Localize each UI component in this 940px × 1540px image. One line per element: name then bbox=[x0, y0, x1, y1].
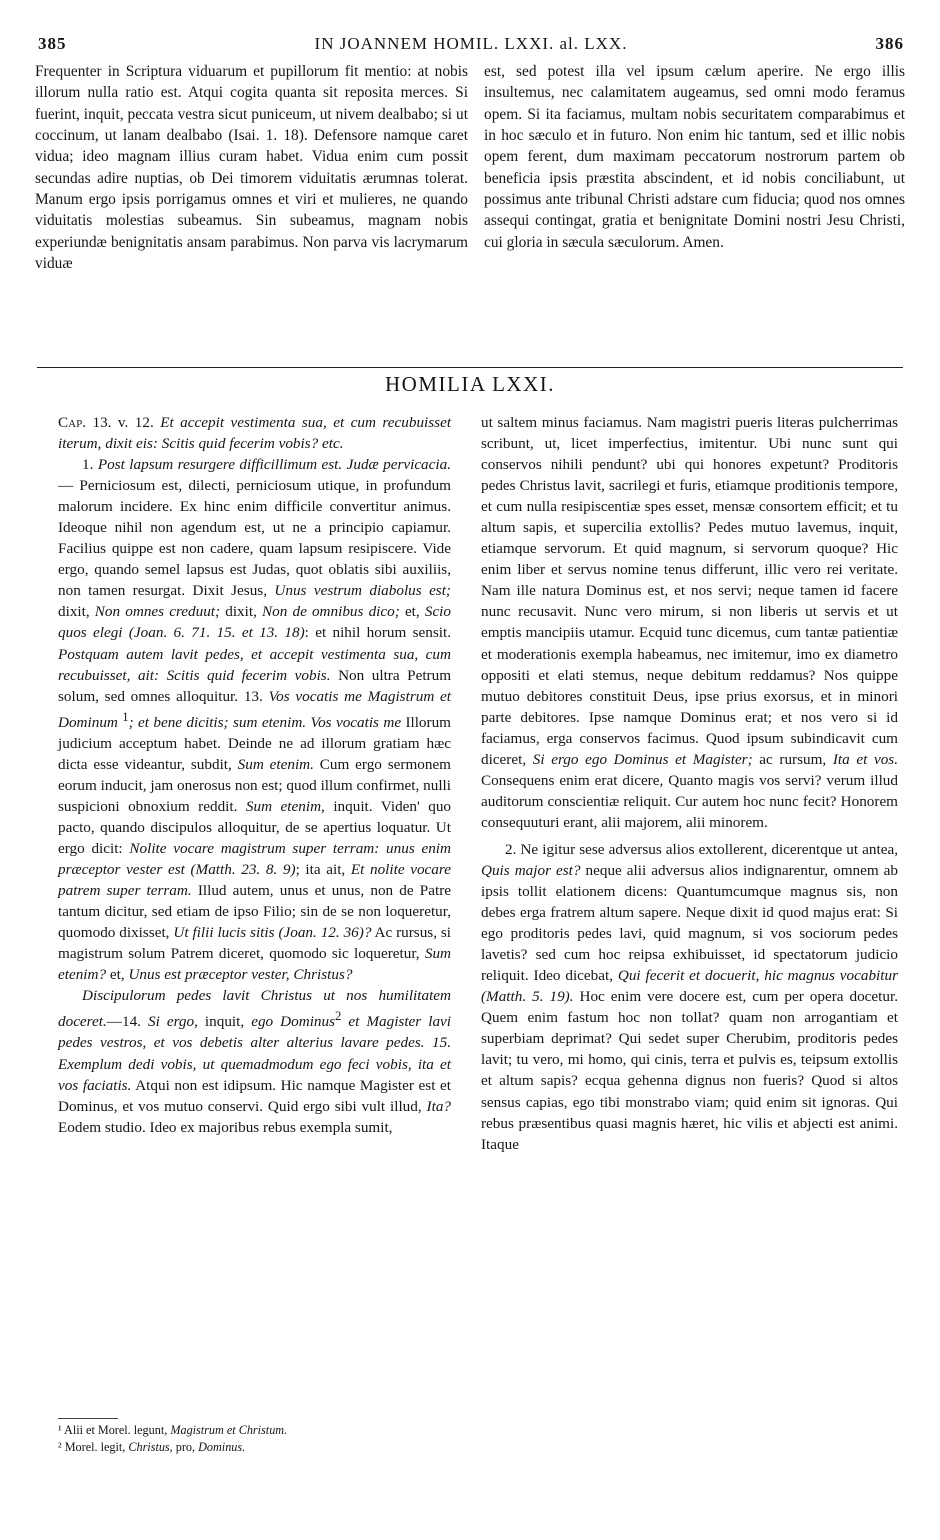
section-divider bbox=[37, 367, 903, 368]
page-header bbox=[38, 34, 904, 58]
scripture-reference: (Joan. 12. 36)? bbox=[278, 924, 372, 942]
section-heading: Post lapsum resurgere difficillimum est. Judæ pervicacia. bbox=[97, 456, 452, 474]
paragraph-2-right bbox=[481, 839, 898, 1155]
quotation: Ita et vos. bbox=[832, 750, 899, 768]
top-left-paragraph: Frequenter in Scriptura viduarum et pupillorum fit mentio: at nobis illorum nulla ratio est. Atqui cogita quanta sit reposita merces. Si fuerint, inquit, peccata vestra sicut puniceum, ut nivem dealbabo; si ut coccinum, ut lanam dealbabo (Isai. 1. 18). Defensore namque caret vidua; ideo magnam illius curam habet. Vidua enim cum possit secundas adire nuptias, ob Dei timorem viduitatis ærumnas tolerat. Manum ergo ipsis porrigamus omnes et viri et mulieres, ne quando viduitatis molestias subeamus. Sin subeamus, magnam nobis experiundæ benignitatis ansam parabimus. Non parva vis lacrymarum viduæ bbox=[35, 63, 468, 273]
text-run: , inquit. Viden' quo pacto, quando discipulos alloquitur, de se apertius loquatur. Ut ergo dicit: bbox=[58, 797, 452, 857]
paragraph-2 bbox=[58, 985, 451, 1137]
homily-title: HOMILIA LXXI. bbox=[385, 372, 555, 396]
top-right-paragraph: est, sed potest illa vel ipsum cælum aperire. Ne ergo illis insultemus, nec calamitatem augeamus, sed omni modo feramus opem. Si ita faciamus, multam nobis securitatem comparabimus et in hoc sæculo et in futuro. Non enim hic tantum, sed et illic nobis opem ferent, dum maximam peccatorum nostrorum partem ob beneficia ipsis præstita abscindent, et id nobis conciliabunt, ut possimus ante tribunal Christi adstare cum fiducia; quod nos omnes assequi contingat, gratia et benignitate Domini nostri Jesu Christi, cui gloria in sæcula sæculorum. Amen. bbox=[484, 63, 905, 251]
scripture-reference: (Joan. 6. 71. 15. et 13. 18) bbox=[128, 624, 305, 642]
text-run: Ne igitur sese adversus alios extollerent, dicerentque ut antea, bbox=[520, 840, 898, 858]
footnote-marker: 1 bbox=[122, 709, 129, 724]
footnotes bbox=[58, 1422, 451, 1456]
text-run: Cum ergo sermonem eorum inducit, jam onerosus non est; quod illum confirmet, nulli suspicioni obnoxium reddit. bbox=[58, 755, 451, 815]
text-run: Alii et Morel. legunt, bbox=[64, 1423, 168, 1437]
quotation: et Magister lavi pedes vestros, et vos debetis alter alterius lavare pedes. 15. Exemplum dedi vobis, ut quemadmodum ego feci vobis, ita et vos faciatis. bbox=[58, 1013, 452, 1094]
chapter-text: Et accepit vestimenta sua, et cum recubuisset iterum, dixit eis: Scitis quid fecerim vobis? etc. bbox=[58, 414, 452, 453]
quotation: Non de omnibus dico; bbox=[262, 603, 400, 621]
page-number-left: 385 bbox=[38, 34, 67, 53]
top-right-column bbox=[484, 61, 905, 253]
footnote-mark: ¹ bbox=[58, 1423, 62, 1437]
section-number: 2. bbox=[505, 840, 517, 858]
text-run: Consequens enim erat dicere, Quanto magis vos servi? verum illud auditorum conscientiæ reliquit. Cur autem hoc nunc fecit? Honorem consequuturi erant, alii majorem, alii minorem. bbox=[481, 771, 898, 831]
quotation: Quis major est? bbox=[481, 861, 581, 879]
paragraph-1 bbox=[58, 454, 451, 985]
quotation: ego Dominus bbox=[251, 1013, 336, 1031]
text-run: et, bbox=[109, 966, 125, 984]
text-run: Ac rursus, si magistrum solum Patrem diceret, quomodo sic loqueretur, bbox=[58, 924, 452, 963]
quotation: Magistrum et Christum. bbox=[170, 1423, 288, 1437]
quotation: Scio quos elegi bbox=[58, 603, 451, 642]
text-run: : et nihil horum sensit. bbox=[304, 624, 451, 642]
quotation: Postquam autem lavit pedes, et accepit vestimenta sua, cum recubuisset, ait: Scitis quid fecerim vobis. bbox=[58, 645, 451, 684]
text-run: dixit, bbox=[58, 603, 90, 621]
top-left-column bbox=[35, 61, 468, 274]
quotation: Sum etenim? bbox=[58, 945, 452, 984]
quotation: Sum etenim. bbox=[237, 755, 314, 773]
scripture-reference: (Matth. 23. 8. 9) bbox=[190, 861, 296, 879]
text-run: Illorum judicium acceptum habet. Deinde ne ad illorum gratiam hæc dicta esse videantur, subdit, bbox=[58, 713, 451, 773]
quotation: Qui fecerit et docuerit, hic magnus vocabitur bbox=[617, 967, 898, 985]
page-number-right: 386 bbox=[875, 34, 904, 53]
text-run: —14. bbox=[106, 1013, 141, 1031]
quotation: Sum etenim bbox=[245, 797, 322, 815]
text-run: pro, bbox=[175, 1440, 196, 1454]
chapter-argument bbox=[58, 412, 451, 454]
footnote-2 bbox=[58, 1439, 451, 1456]
quotation: Et nolite vocare patrem super terram. bbox=[58, 861, 451, 900]
paragraph-1-continued bbox=[481, 412, 898, 833]
left-column bbox=[58, 412, 451, 1138]
chapter-reference: 13. v. 12. bbox=[92, 414, 154, 431]
text-run: et, bbox=[404, 603, 420, 621]
footnote-marker: 2 bbox=[335, 1009, 342, 1024]
quotation: Vos vocatis me Magistrum et Dominum bbox=[58, 687, 451, 731]
text-run: Non ultra Petrum solum, sed omnes alloquitur. 13. bbox=[58, 666, 452, 705]
footnote-mark: ² bbox=[58, 1440, 62, 1454]
text-run: , inquit, bbox=[194, 1013, 245, 1031]
quotation: Non omnes creduut; bbox=[94, 603, 221, 621]
scripture-reference: (Matth. 5. 19). bbox=[481, 988, 574, 1006]
right-column bbox=[481, 412, 898, 1155]
text-run: Hoc enim vere docere est, cum per opera docetur. Quem enim fastum hoc non tollat? quam non arrogantiam et superbiam deprimat? Qui sedet super Cherubim, proditoris pedes lavit; tu vero, mi homo, qui cinis, terra et pulvis es, teipsum extollis et altum sapis? ecqua gehenna dignus non fueris? Quod si altos sensus capias, ego tibi monstrabo viam; quid enim sit ignoras. Qui rebus præsentibus quasi magnis hæret, hic vilis et abjecti est animi. Itaque bbox=[481, 988, 898, 1153]
text-run: Morel. legit, bbox=[64, 1440, 126, 1454]
text-run: — Perniciosum est, dilecti, perniciosum utique, in profundum malorum incidere. Ex hinc enim difficile convertitur animus. Ideoque nihil non agendum est, ut ne a principio capiamur. Facilius quippe est non cadere, quam lapsum resipiscere. Vide ergo, quando semel lapsus est Judas, quot oblatis sibi auxiliis, non tamen resurgat. Dixit Jesus, bbox=[58, 477, 451, 600]
text-run: ac rursum, bbox=[759, 750, 827, 768]
running-title: IN JOANNEM HOMIL. LXXI. al. LXX. bbox=[314, 34, 628, 53]
text-run: dixit, bbox=[225, 603, 257, 621]
quotation: Si ergo ego Dominus et Magister; bbox=[532, 750, 753, 768]
section-number: 1. bbox=[82, 456, 94, 474]
text-run: ; ita ait, bbox=[295, 861, 346, 879]
text-run: neque alii adversus alios indignarentur, omnem ab ipsis tollit elationem dicens: Quantumcumque magnus sis, non debes erga fratrem altum sapere. Neque dixit id quod majus erat: Si ego proditoris pedes lavi, quid magnum, si vos sociorum pedes lavetis? sed cum hoc reipsa exhibuisset, id spectatorum judicio reliquit. Ideo dicebat, bbox=[481, 861, 899, 985]
quotation: ; et bene dicitis; sum etenim. Vos vocatis me bbox=[128, 713, 402, 731]
quotation: Unus vestrum diabolus est; bbox=[274, 582, 451, 600]
quotation: Unus est præceptor vester, Christus? bbox=[128, 966, 353, 984]
footnote-1 bbox=[58, 1422, 451, 1439]
text-run: Eodem studio. Ideo ex majoribus rebus exempla sumit, bbox=[58, 1118, 393, 1136]
text-run: Atqui non est idipsum. Hic namque Magister est et Dominus, et vos mutuo conservi. Quid ergo sibi vult illud, bbox=[58, 1076, 451, 1115]
footnote-divider bbox=[58, 1418, 118, 1419]
quotation: Si ergo bbox=[147, 1013, 195, 1031]
quotation: Nolite vocare magistrum super terram: unus enim præceptor vester est bbox=[58, 840, 451, 879]
section-heading: Discipulorum pedes lavit Christus ut nos humilitatem doceret. bbox=[58, 987, 451, 1031]
quotation: Christus, bbox=[128, 1440, 173, 1454]
chapter-label: Cap. bbox=[58, 414, 86, 431]
text-run: Illud autem, unus et unus, non de Patre tantum dicitur, sed etiam de ipso Filio; sin de se non loqueretur, quomodo dixisset, bbox=[58, 882, 452, 942]
quotation: Ita? bbox=[426, 1097, 452, 1115]
quotation: Ut filii lucis sitis bbox=[173, 924, 275, 942]
text-run: ut saltem minus faciamus. Nam magistri pueris literas pulcherrimas scribunt, ut, licet imperfectius, imitentur. Ubi nunc sunt qui conservos nihili pendunt? ubi qui honores expetunt? Proditoris pedes Christus lavit, sacrilegi et furis, etiamque proditionis tempore, et cum nulla resipiscentiæ spes esset, mensæ consortem efficit; et tu altum sapis, et supercilia extollis? Pedes mutuo lavemus, inquit, etiamque servorum. Et quid magnum, si servorum quoque? Hic enim liber et servus nomine tenus differunt, illic vero rei veritate. Nam ille natura Dominus est, et nos servi; neque tamen id facere nunc recusavit. Nunc vero mirum, si non liberis ut servis et ut emptis mancipiis utamur. Ecquid tunc dicemus, cum tantæ patientiæ et moderationis exempla habeamus, nec imitemur, imo ex diametro oppositi et elati stemus, neque debitum reddamus? Nos quippe mutuo debitores constituit Deus, ipse prius exorsus, et in minori parte debitores. Ipse namque Dominus erat; et nos vero si id faciamus, erga conservos facimus. Quod ipsum subindicavit cum diceret, bbox=[481, 414, 898, 768]
quotation: Dominus. bbox=[198, 1440, 246, 1454]
